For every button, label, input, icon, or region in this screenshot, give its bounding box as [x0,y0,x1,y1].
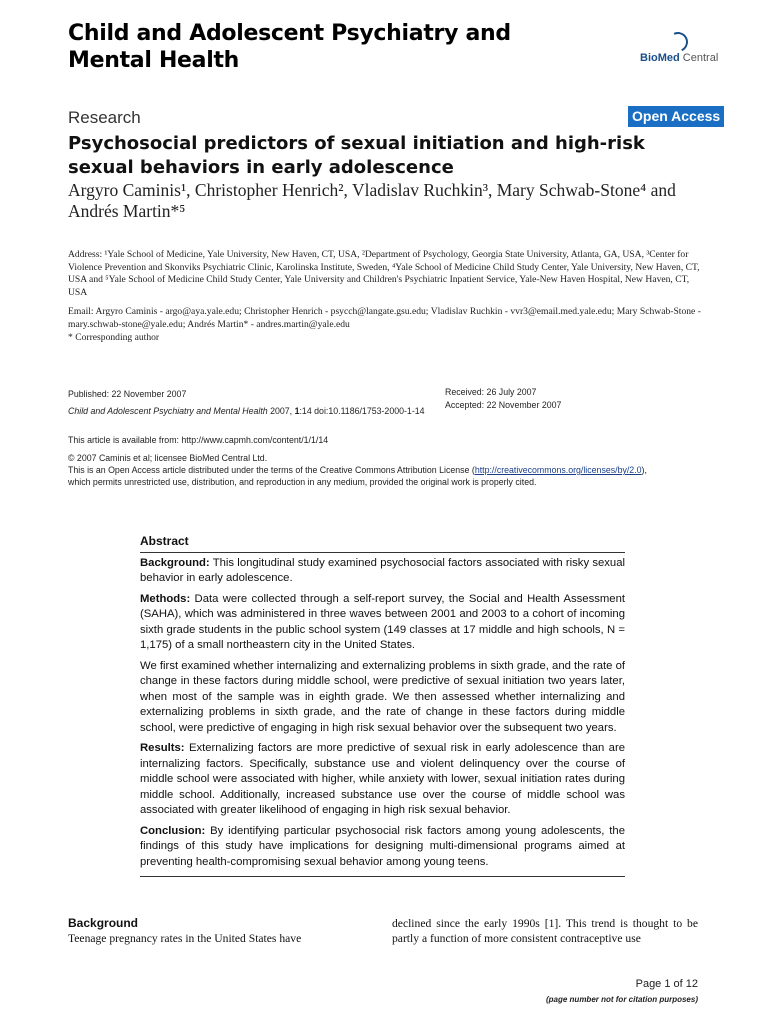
citation-journal: Child and Adolescent Psychiatry and Mental Health [68,406,268,416]
journal-title-line2: Mental Health [68,48,240,73]
logo-bio: Bio [640,52,658,64]
article-title: Psychosocial predictors of sexual initiation and high-risk sexual behaviors in early adolescence [68,133,645,178]
abstract-methods-label: Methods: [140,592,191,605]
biomed-central-logo [638,30,728,70]
page-number: Page 1 of 12 [635,978,698,990]
author-emails: Email: Argyro Caminis - argo@aya.yale.edu; Christopher Henrich - psycch@langate.gsu.edu; Vladislav Ruchkin - vvr3@email.med.yale.edu; Mary Schwab-Stone - mary.schwab-stone@yale.edu; Andrés Martin* - andres.martin@yale.edu [68,306,701,330]
abstract-conclusion [140,824,625,871]
body-column-1: Teenage pregnancy rates in the United States have [68,932,302,945]
journal-title [68,20,588,74]
abstract-background [140,556,625,587]
license-text-b: ), [641,465,647,475]
page-number-note: (page number not for citation purposes) [545,995,698,1004]
abstract-heading: Abstract [140,534,189,548]
received-date: Received: 26 July 2007 [445,387,537,397]
license-text-a: This is an Open Access article distributed under the terms of the Creative Commons Attribution License ( [68,465,475,475]
license-link[interactable]: http://creativecommons.org/licenses/by/2.0 [474,465,642,475]
logo-arc-icon [665,29,691,55]
abstract-conclusion-text: By identifying particular psychosocial risk factors among young adolescents, the findings of this study have implications for designing multi-dimensional programs aimed at preventing health-compromising sexual behavior among young teens. [140,824,625,868]
abstract-methods-text: Data were collected through a self-report survey, the Social and Health Assessment (SAHA), which was administered in three waves between 2001 and 2003 to a cohort of incoming sixth grade students in the public school system (149 classes at 17 middle and high schools, N = 1,175) of a small northeastern city in the United States. [140,592,625,651]
open-access-badge: Open Access [628,106,724,127]
citation-doi: :14 doi:10.1186/1753-2000-1-14 [299,406,425,416]
journal-title-line1: Child and Adolescent Psychiatry and [68,21,511,46]
copyright: © 2007 Caminis et al; licensee BioMed Central Ltd. [68,453,268,463]
abstract-results-label: Results: [140,742,185,754]
abstract-methods [140,592,625,654]
corresponding-author-note: * Corresponding author [68,332,160,343]
abstract-background-label: Background: [140,556,210,569]
author-address: Address: ¹Yale School of Medicine, Yale University, New Haven, CT, USA, ²Department of Psychology, Georgia State University, Atlanta, GA, USA, ³Center for Violence Prevention and Skonviks Psychiatric Clinic, Karolinska Institute, Sweden, ⁴Yale School of Medicine Child Study Center, Yale University, New Haven, CT, USA and ⁵Yale School of Medicine Child Study Center, Yale University and Children's Psychiatric Inpatient Service, Yale-New Haven Hospital, New Haven, CT, USA [68,249,700,298]
accepted-date: Accepted: 22 November 2007 [445,400,562,410]
logo-med: Med [657,52,680,64]
abstract-bottom-rule [140,876,625,877]
citation [68,405,428,417]
logo-central: Central [682,52,719,64]
article-type: Research [68,108,141,127]
body-column-2: declined since the early 1990s [1]. This trend is thought to be partly a function of more consistent contraceptive use [392,917,698,945]
license-text [68,464,708,476]
abstract-background-text: This longitudinal study examined psychosocial factors associated with risky sexual behavior in early adolescence. [140,556,625,584]
article-url[interactable]: This article is available from: http://www.capmh.com/content/1/1/14 [68,435,329,445]
abstract-results [140,741,625,819]
abstract-box [140,534,625,875]
published-date: Published: 22 November 2007 [68,389,187,399]
abstract-results-text: Externalizing factors are more predictive of sexual risk in early adolescence than are internalizing factors. Specifically, substance use and violent delinquency over the course of middle school were associated with higher, while anxiety with lower, sexual initiation rates during middle school. Additionally, increased substance use over the course of middle school was associated with greater likelihood of engaging in high risk sexual behavior. [140,742,625,816]
abstract-top-rule [140,552,625,553]
abstract-conclusion-label: Conclusion: [140,824,206,837]
abstract-methods-2: We first examined whether internalizing and externalizing problems in sixth grade, and the rate of change in these factors during middle school, were predictive of sexual initiation two years later, when most of the sample was in eighth grade. We then assessed whether internalizing and externalizing problems in sixth grade, and the rate of change in these factors during middle school, were predictive of engaging in high risk sexual behavior over the subsequent two years. [140,659,625,734]
background-heading: Background [68,916,139,930]
license-text-2: which permits unrestricted use, distribution, and reproduction in any medium, provided the original work is properly cited. [68,477,537,487]
citation-year: 2007, [267,406,295,416]
citation-volume: 1 [294,406,300,416]
author-list: Argyro Caminis¹, Christopher Henrich², Vladislav Ruchkin³, Mary Schwab-Stone⁴ and Andrés Martin*⁵ [68,180,676,221]
